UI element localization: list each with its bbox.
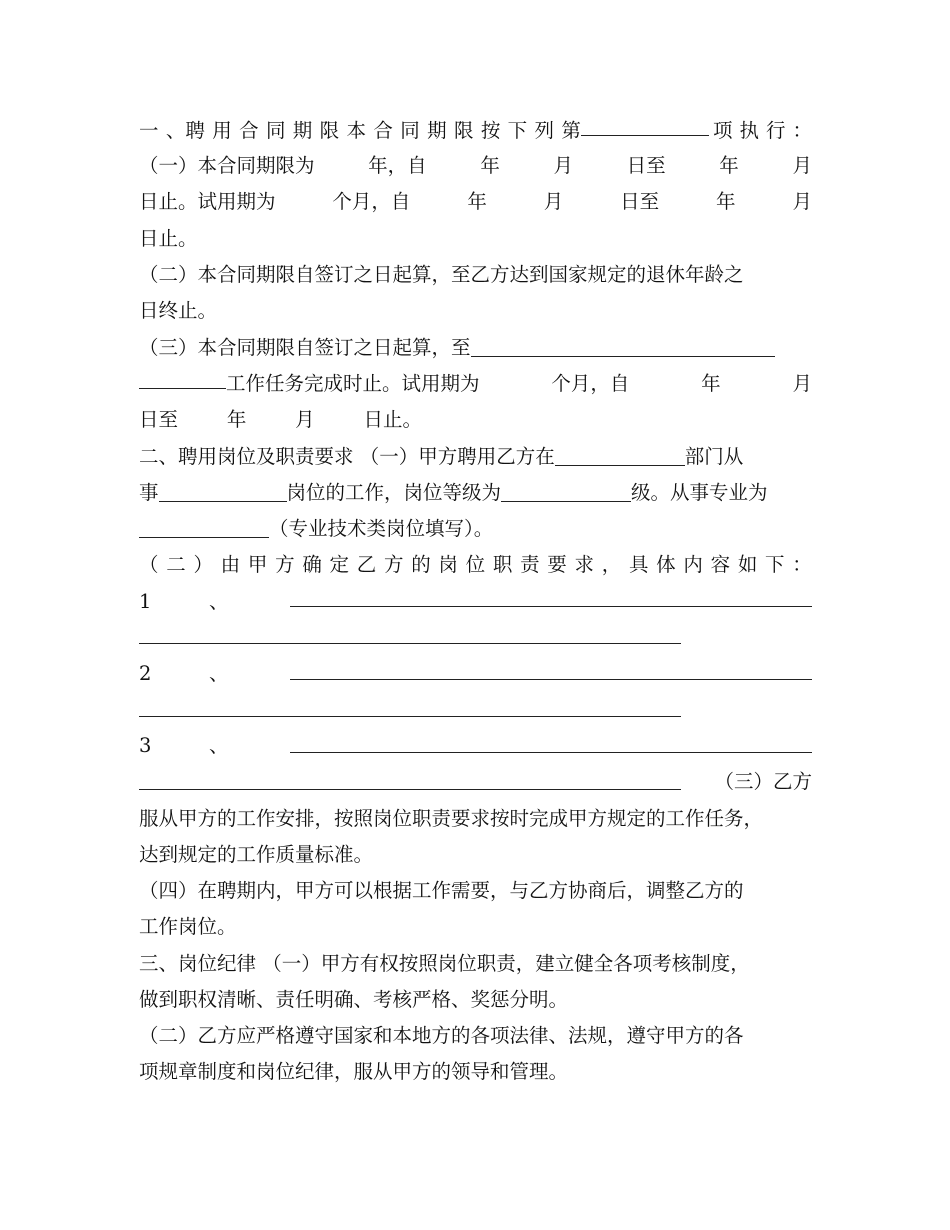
- duties-heading-char: 下: [765, 553, 785, 576]
- duties-heading-char: 具: [628, 553, 649, 576]
- heading-char: 本: [346, 119, 367, 142]
- section2-heading-line: [139, 439, 812, 475]
- term-segment: 日至: [626, 154, 666, 177]
- term-fixed-line-3: 日止。: [139, 227, 198, 250]
- heading-char: 执: [739, 119, 759, 142]
- term-segment: 工作任务完成时止。试用期为: [226, 372, 480, 395]
- term-segment: 日止。: [363, 408, 422, 431]
- specialty-line: [139, 511, 812, 547]
- duties-heading-char: ：: [792, 553, 812, 576]
- duties-heading-char: 求: [574, 553, 595, 576]
- duties-heading-char: 确: [302, 553, 322, 576]
- term-segment: 年: [226, 408, 247, 431]
- section1-heading-tail: [713, 113, 812, 149]
- duty-2-blank-line: [290, 679, 812, 680]
- section1-heading-text: [139, 113, 581, 149]
- clause-3-start: （三）乙方: [714, 770, 812, 793]
- duties-heading-char: 体: [656, 553, 676, 576]
- term-option-blank: [581, 113, 709, 136]
- term-task-text: （三）本合同期限自签订之日起算，至: [139, 336, 471, 359]
- duties-heading-char: 的: [411, 553, 431, 576]
- section3-line-2: 做到职权清晰、责任明确、考核严格、奖惩分明。: [139, 988, 569, 1011]
- heading-char: 合: [373, 119, 393, 142]
- task-description-blank-cont: [139, 366, 226, 389]
- duty-3-blank-line: [290, 752, 812, 753]
- section1-heading-line: [139, 113, 812, 149]
- duty-1-blank-line-cont: [139, 643, 681, 644]
- duty-item-2: [139, 656, 279, 692]
- duties-heading-char: （: [139, 553, 159, 576]
- duties-heading-char: 方: [275, 553, 295, 576]
- duty-item-3: [139, 728, 279, 764]
- heading-char: 合: [239, 119, 259, 142]
- duties-heading-char: 甲: [247, 553, 268, 576]
- term-task-line-1: [139, 330, 812, 366]
- clause-3-line-2: 达到规定的工作质量标准。: [139, 843, 374, 866]
- duties-heading-char: 定: [329, 553, 350, 576]
- term-segment: 年: [467, 190, 487, 213]
- term-segment: 日至: [620, 190, 660, 213]
- position-text-c: 级。从事专业为: [631, 481, 768, 504]
- term-segment: 日至: [139, 408, 179, 431]
- heading-char: 列: [534, 119, 555, 142]
- heading-char: 一: [139, 119, 159, 142]
- section3-heading-line: 三、岗位纪律 （一）甲方有权按照岗位职责，建立健全各项考核制度，: [139, 952, 750, 975]
- term-segment: 月: [792, 372, 812, 395]
- duties-heading-char: 方: [383, 553, 404, 576]
- duties-heading-char: 二: [166, 553, 186, 576]
- clause-4-line-2: 工作岗位。: [139, 915, 237, 938]
- duties-heading-char: 职: [492, 553, 513, 576]
- grade-blank: [501, 479, 631, 502]
- section2-heading-text: 二、聘用岗位及职责要求 （一）甲方聘用乙方在: [139, 445, 555, 468]
- duties-heading-char: ）: [193, 553, 213, 576]
- duty-item-separator: 、: [209, 662, 229, 685]
- term-segment: 日止。试用期为: [139, 190, 276, 213]
- term-segment: 月: [792, 154, 812, 177]
- duty-item-number: 3: [139, 734, 152, 757]
- term-segment: 年: [480, 154, 500, 177]
- duty-3-blank-line-cont: [139, 789, 681, 790]
- term-segment: 年: [716, 190, 736, 213]
- term-segment: 年: [719, 154, 739, 177]
- heading-char: 期: [292, 119, 313, 142]
- heading-char: 按: [480, 119, 501, 142]
- position-line: [139, 475, 812, 511]
- position-text-b: 岗位的工作，岗位等级为: [286, 481, 502, 504]
- position-text-a: 事: [139, 481, 159, 504]
- duty-item-separator: 、: [209, 734, 229, 757]
- term-segment: 月: [295, 408, 315, 431]
- term-segment: （一）本合同期限为: [139, 154, 315, 177]
- term-task-line-2-text: [226, 366, 812, 402]
- duty-item-1: [139, 584, 279, 620]
- position-blank: [159, 479, 287, 502]
- specialty-text: （专业技术类岗位填写）。: [269, 517, 494, 540]
- heading-char: ：: [792, 119, 812, 142]
- duties-heading-char: 容: [710, 553, 731, 576]
- duties-heading-char: 乙: [356, 553, 377, 576]
- duties-heading-line: [139, 547, 812, 583]
- term-task-line-2: [139, 366, 812, 402]
- duty-2-blank-line-cont: [139, 716, 681, 717]
- duty-item-number: 2: [139, 662, 152, 685]
- clause-4-line-1: （四）在聘期内，甲方可以根据工作需要，与乙方协商后，调整乙方的: [139, 879, 744, 902]
- specialty-blank: [139, 515, 269, 538]
- heading-char: 限: [319, 119, 340, 142]
- term-fixed-line-2: [139, 184, 812, 220]
- duties-heading-char: 要: [547, 553, 567, 576]
- heading-char: 同: [265, 119, 286, 142]
- heading-char: 同: [400, 119, 420, 142]
- duties-heading-char: 如: [737, 553, 758, 576]
- term-segment: 月: [553, 154, 573, 177]
- term-segment: 个月，自: [332, 190, 411, 213]
- term-segment: 个月，自: [551, 372, 630, 395]
- section3-line-4: 项规章制度和岗位纪律，服从甲方的领导和管理。: [139, 1060, 569, 1083]
- heading-char: 限: [453, 119, 474, 142]
- heading-char: 、聘: [165, 119, 205, 142]
- duties-heading-char: 内: [683, 553, 703, 576]
- term-fixed-line-1: [139, 148, 812, 184]
- heading-char: 用: [212, 119, 232, 142]
- duty-item-separator: 、: [209, 590, 229, 613]
- heading-char: 行: [765, 119, 786, 142]
- term-segment: 月: [543, 190, 564, 213]
- term-segment: 年: [701, 372, 721, 395]
- duties-heading-char: 岗: [438, 553, 458, 576]
- heading-char: 下: [507, 119, 528, 142]
- heading-char: 项: [713, 119, 733, 142]
- department-blank: [555, 443, 685, 466]
- section3-line-3: （二）乙方应严格遵守国家和本地方的各项法律、法规，遵守甲方的各: [139, 1024, 744, 1047]
- term-retirement-line-2: 日终止。: [139, 299, 218, 322]
- duties-heading-char: 位: [465, 553, 486, 576]
- clause-3-line-1: 服从甲方的工作安排，按照岗位职责要求按时完成甲方规定的工作任务，: [139, 807, 764, 830]
- term-task-line-3: [139, 402, 422, 438]
- task-description-blank: [471, 334, 775, 357]
- duty-item-number: 1: [139, 590, 152, 613]
- duties-heading-char: 责: [520, 553, 540, 576]
- duty-1-blank-line: [290, 606, 812, 607]
- term-segment: 年，自: [368, 154, 427, 177]
- duties-heading-char: 由: [220, 553, 241, 576]
- term-retirement-line-1: （二）本合同期限自签订之日起算，至乙方达到国家规定的退休年龄之: [139, 263, 744, 286]
- duties-heading-char: ，: [601, 553, 622, 576]
- section2-heading-tail: 部门从: [684, 445, 744, 468]
- term-segment: 月: [792, 190, 812, 213]
- heading-char: 期: [427, 119, 447, 142]
- heading-char: 第: [561, 119, 581, 142]
